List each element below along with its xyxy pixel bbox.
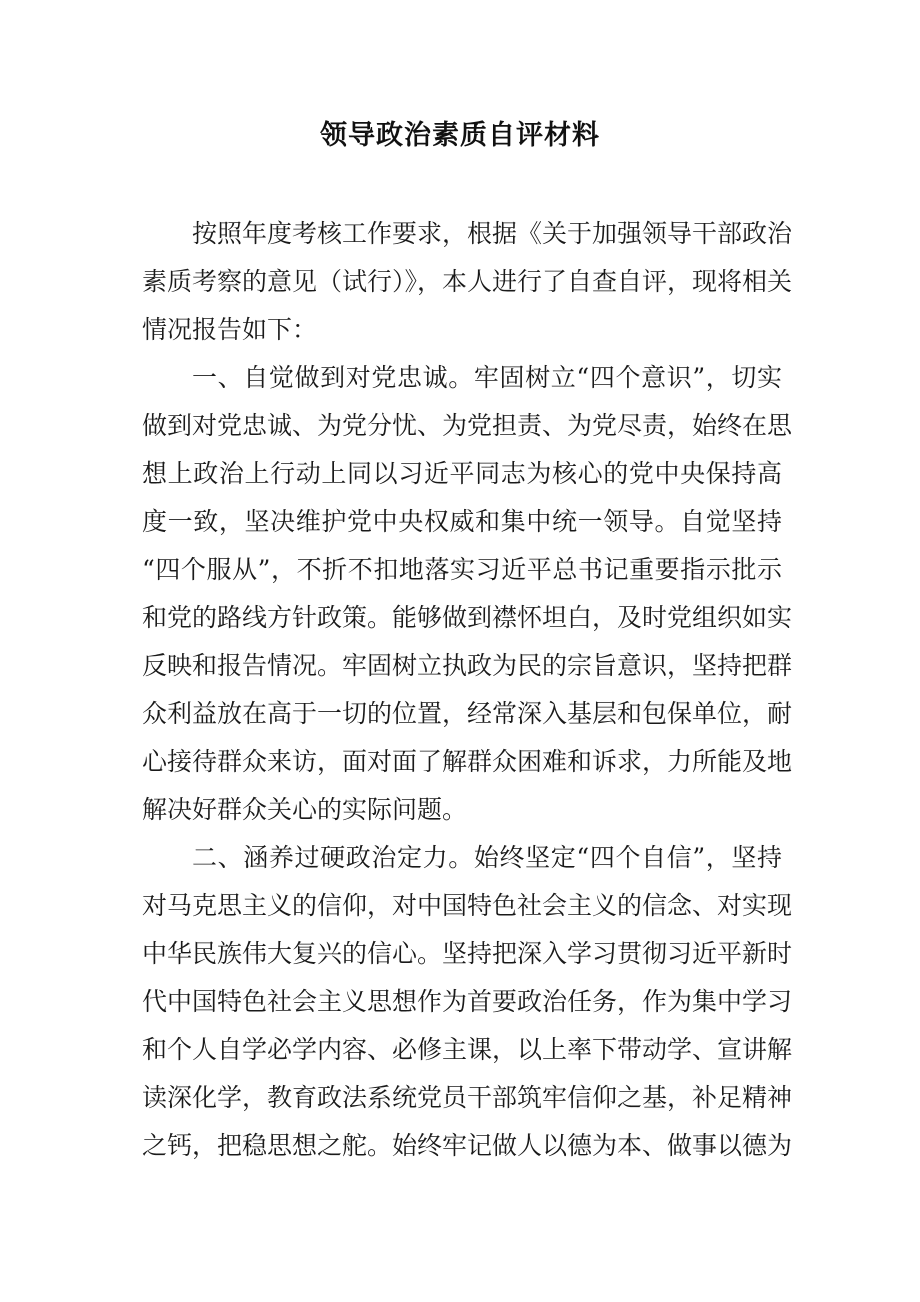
paragraph-line: 心接待群众来访，面对面了解群众困难和诉求，力所能及地 xyxy=(142,747,793,776)
document-title: 领导政治素质自评材料 xyxy=(320,120,600,151)
paragraph-line: 和个人自学必学内容、必修主课，以上率下带动学、宣讲解 xyxy=(142,1035,793,1064)
paragraph-line: 反映和报告情况。牢固树立执政为民的宗旨意识，坚持把群 xyxy=(142,651,793,680)
paragraph-line: 读深化学，教育政法系统党员干部筑牢信仰之基，补足精神 xyxy=(142,1083,793,1112)
paragraph-line: 按照年度考核工作要求，根据《关于加强领导干部政治 xyxy=(192,219,793,248)
paragraph-line: “四个服从”，不折不扣地落实习近平总书记重要指示批示 xyxy=(142,555,782,584)
paragraph-line: 想上政治上行动上同以习近平同志为核心的党中央保持高 xyxy=(142,459,782,488)
paragraph-line: 和党的路线方针政策。能够做到襟怀坦白，及时党组织如实 xyxy=(142,603,793,632)
paragraph-line: 二、涵养过硬政治定力。始终坚定“四个自信”，坚持 xyxy=(192,843,782,872)
paragraph-line: 之钙，把稳思想之舵。始终牢记做人以德为本、做事以德为 xyxy=(142,1131,793,1160)
paragraph-line: 做到对党忠诚、为党分忧、为党担责、为党尽责，始终在思 xyxy=(142,411,793,440)
paragraph-line: 中华民族伟大复兴的信心。坚持把深入学习贯彻习近平新时 xyxy=(142,939,793,968)
paragraph-line: 情况报告如下： xyxy=(142,315,318,344)
paragraph-line: 度一致，坚决维护党中央权威和集中统一领导。自觉坚持 xyxy=(142,507,782,536)
paragraph-line: 代中国特色社会主义思想作为首要政治任务，作为集中学习 xyxy=(142,987,793,1016)
paragraph-line: 素质考察的意见（试行）》，本人进行了自查自评，现将相关 xyxy=(142,267,793,296)
paragraph-line: 对马克思主义的信仰，对中国特色社会主义的信念、对实现 xyxy=(142,891,793,920)
paragraph-line: 解决好群众关心的实际问题。 xyxy=(142,795,468,824)
paragraph-line: 一、自觉做到对党忠诚。牢固树立“四个意识”，切实 xyxy=(192,363,782,392)
paragraph-line: 众利益放在高于一切的位置，经常深入基层和包保单位，耐 xyxy=(142,699,793,728)
